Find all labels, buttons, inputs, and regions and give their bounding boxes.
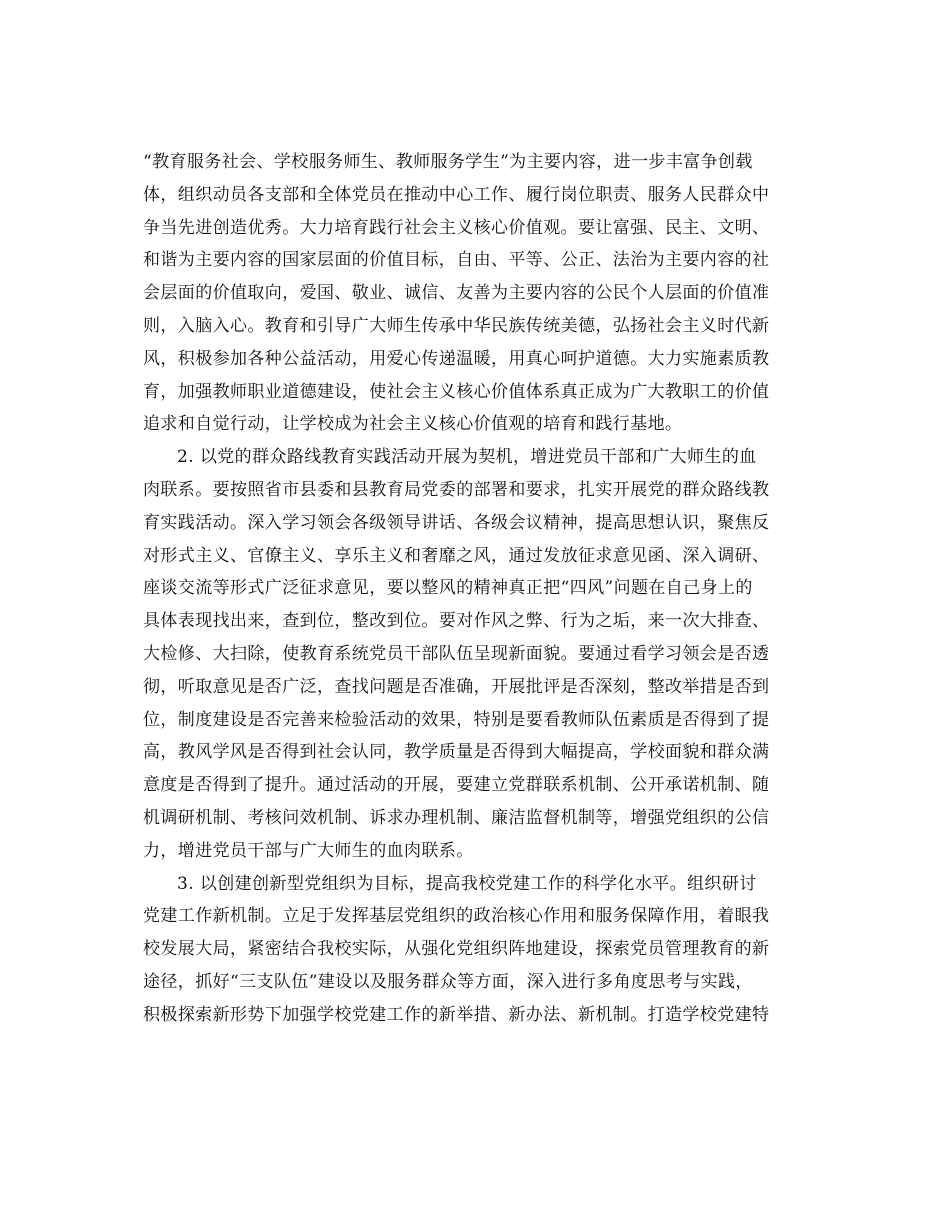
text-line: 育，加强教师职业道德建设，使社会主义核心价值体系真正成为广大教职工的价值	[143, 381, 770, 402]
text-line: 大检修、大扫除，使教育系统党员干部队伍呈现新面貌。要通过看学习领会是否透	[143, 643, 770, 664]
text-line: 彻，听取意见是否广泛，查找问题是否准确，开展批评是否深刻，整改举措是否到	[143, 676, 770, 697]
text-line: 党建工作新机制。立足于发挥基层党组织的政治核心作用和服务保障作用，着眼我	[143, 906, 770, 927]
text-line: 座谈交流等形式广泛征求意见，要以整风的精神真正把“四风”问题在自己身上的	[143, 578, 753, 599]
document-body	[143, 146, 811, 1032]
text-line: 校发展大局，紧密结合我校实际，从强化党组织阵地建设，探索党员管理教育的新	[143, 939, 770, 960]
text-line: 追求和自觉行动，让学校成为社会主义核心价值观的培育和践行基地。	[143, 414, 683, 435]
text-line: 意度是否得到了提升。通过活动的开展，要建立党群联系机制、公开承诺机制、随	[143, 775, 770, 796]
text-line: 会层面的价值取向，爱国、敬业、诚信、友善为主要内容的公民个人层面的价值准	[143, 283, 770, 304]
text-line: 途径，抓好“三支队伍”建设以及服务群众等方面，深入进行多角度思考与实践，	[143, 971, 753, 992]
text-line: “教育服务社会、学校服务师生、教师服务学生”为主要内容，进一步丰富争创载	[143, 152, 753, 172]
text-line: 肉联系。要按照省市县委和县教育局党委的部署和要求，扎实开展党的群众路线教	[143, 479, 770, 500]
text-line: 体，组织动员各支部和全体党员在推动中心工作、履行岗位职责、服务人民群众中	[143, 184, 770, 205]
paragraph-start-line: 2. 以党的群众路线教育实践活动开展为契机，增进党员干部和广大师生的血	[177, 447, 757, 468]
text-line: 和谐为主要内容的国家层面的价值目标，自由、平等、公正、法治为主要内容的社	[143, 250, 770, 271]
paragraph-start-line: 3. 以创建创新型党组织为目标，提高我校党建工作的科学化水平。组织研讨	[177, 873, 757, 894]
text-line: 对形式主义、官僚主义、享乐主义和奢靡之风，通过发放征求意见函、深入调研、	[143, 545, 770, 566]
text-line: 争当先进创造优秀。大力培育践行社会主义核心价值观。要让富强、民主、文明、	[143, 217, 770, 238]
text-line: 机调研机制、考核问效机制、诉求办理机制、廉洁监督机制等，增强党组织的公信	[143, 807, 770, 828]
text-line: 高，教风学风是否得到社会认同，教学质量是否得到大幅提高，学校面貌和群众满	[143, 742, 770, 763]
text-line: 则，入脑入心。教育和引导广大师生传承中华民族传统美德，弘扬社会主义时代新	[143, 315, 770, 336]
text-line: 力，增进党员干部与广大师生的血肉联系。	[143, 840, 474, 861]
text-line: 积极探索新形势下加强学校党建工作的新举措、新办法、新机制。打造学校党建特	[143, 1004, 770, 1025]
text-line: 风，积极参加各种公益活动，用爱心传递温暖，用真心呵护道德。大力实施素质教	[143, 348, 770, 369]
text-line: 位，制度建设是否完善来检验活动的效果，特别是要看教师队伍素质是否得到了提	[143, 709, 770, 730]
text-line: 具体表现找出来，查到位，整改到位。要对作风之弊、行为之垢，来一次大排查、	[143, 611, 770, 632]
text-line: 育实践活动。深入学习领会各级领导讲话、各级会议精神，提高思想认识，聚焦反	[143, 512, 770, 533]
